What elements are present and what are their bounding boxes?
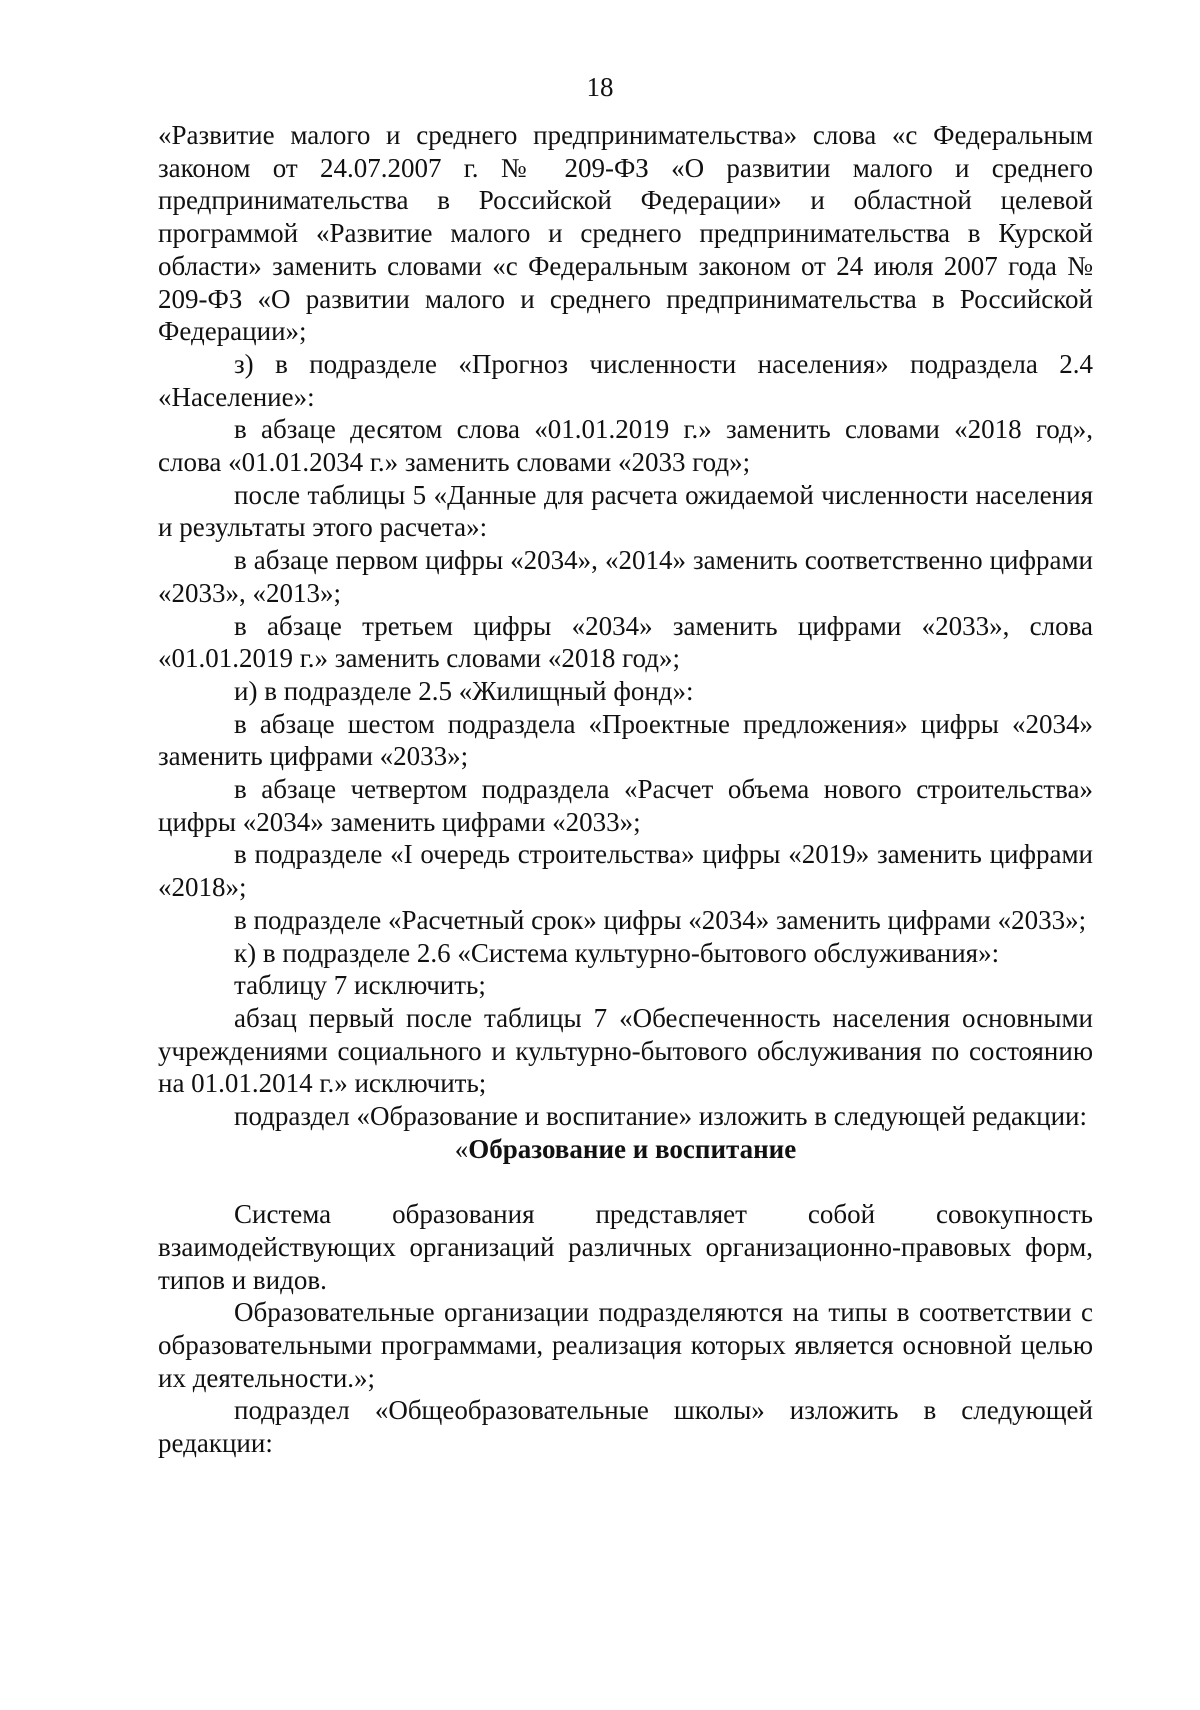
- section-heading: [158, 1133, 1093, 1166]
- paragraph-8: в абзаце шестом подраздела «Проектные предложения» цифры «2034» заменить цифрами «2033»;: [158, 708, 1093, 772]
- paragraph-13: таблицу 7 исключить;: [234, 970, 486, 1001]
- section-heading-quote: «: [454, 1133, 469, 1164]
- document-body: [158, 119, 1093, 1460]
- paragraph-11: в подразделе «Расчетный срок» цифры «2034» заменить цифрами «2033»;: [234, 904, 1087, 935]
- paragraph-3: в абзаце десятом слова «01.01.2019 г.» заменить словами «2018 год», слова «01.01.2034 г.» заменить словами «2033 год»;: [158, 414, 1093, 478]
- paragraph-7: и) в подразделе 2.5 «Жилищный фонд»:: [234, 675, 694, 706]
- paragraph-10: в подразделе «I очередь строительства» цифры «2019» заменить цифрами «2018»;: [158, 839, 1093, 903]
- paragraph-15: подраздел «Образование и воспитание» изложить в следующей редакции:: [234, 1101, 1087, 1132]
- paragraph-5: в абзаце первом цифры «2034», «2014» заменить соответственно цифрами «2033», «2013»;: [158, 545, 1093, 608]
- section-spacer: [158, 1166, 1093, 1199]
- page-number: 18: [586, 72, 614, 102]
- section-heading-text: Образование и воспитание: [468, 1133, 797, 1164]
- paragraph-9: в абзаце четвертом подраздела «Расчет объема нового строительства» цифры «2034» заменить цифрами «2033»;: [158, 774, 1093, 837]
- paragraph-12: к) в подразделе 2.6 «Система культурно-бытового обслуживания»:: [234, 937, 1000, 968]
- section-paragraph-1: Система образования представляет собой совокупность взаимодействующих организаций различных организационно-правовых форм, типов и видов.: [158, 1199, 1093, 1295]
- paragraph-1: «Развитие малого и среднего предпринимательства» слова «с Федеральным законом от 24.07.2007 г. № 209-ФЗ «О развитии малого и среднего предпринимательства в Российской Федерации» и областной целевой программой «Развитие малого и среднего предпринимательства в Курской области» заменить словами «с Федеральным законом от 24 июля 2007 года № 209-ФЗ «О развитии малого и среднего предпринимательства в Российской Федерации»;: [158, 120, 1093, 347]
- paragraph-14: абзац первый после таблицы 7 «Обеспеченность населения основными учреждениями социального и культурно-бытового обслуживания по состоянию на 01.01.2014 г.» исключить;: [158, 1002, 1093, 1099]
- paragraph-2: з) в подразделе «Прогноз численности населения» подраздела 2.4 «Население»:: [158, 348, 1093, 412]
- paragraph-4: после таблицы 5 «Данные для расчета ожидаемой численности населения и результаты этого расчета»:: [158, 479, 1093, 543]
- section-paragraph-3: подраздел «Общеобразовательные школы» изложить в следующей редакции:: [158, 1395, 1093, 1459]
- paragraph-6: в абзаце третьем цифры «2034» заменить цифрами «2033», слова «01.01.2019 г.» заменить словами «2018 год»;: [158, 610, 1093, 674]
- section-paragraph-2: Образовательные организации подразделяются на типы в соответствии с образовательными программами, реализация которых является основной целью их деятельности.»;: [158, 1297, 1093, 1393]
